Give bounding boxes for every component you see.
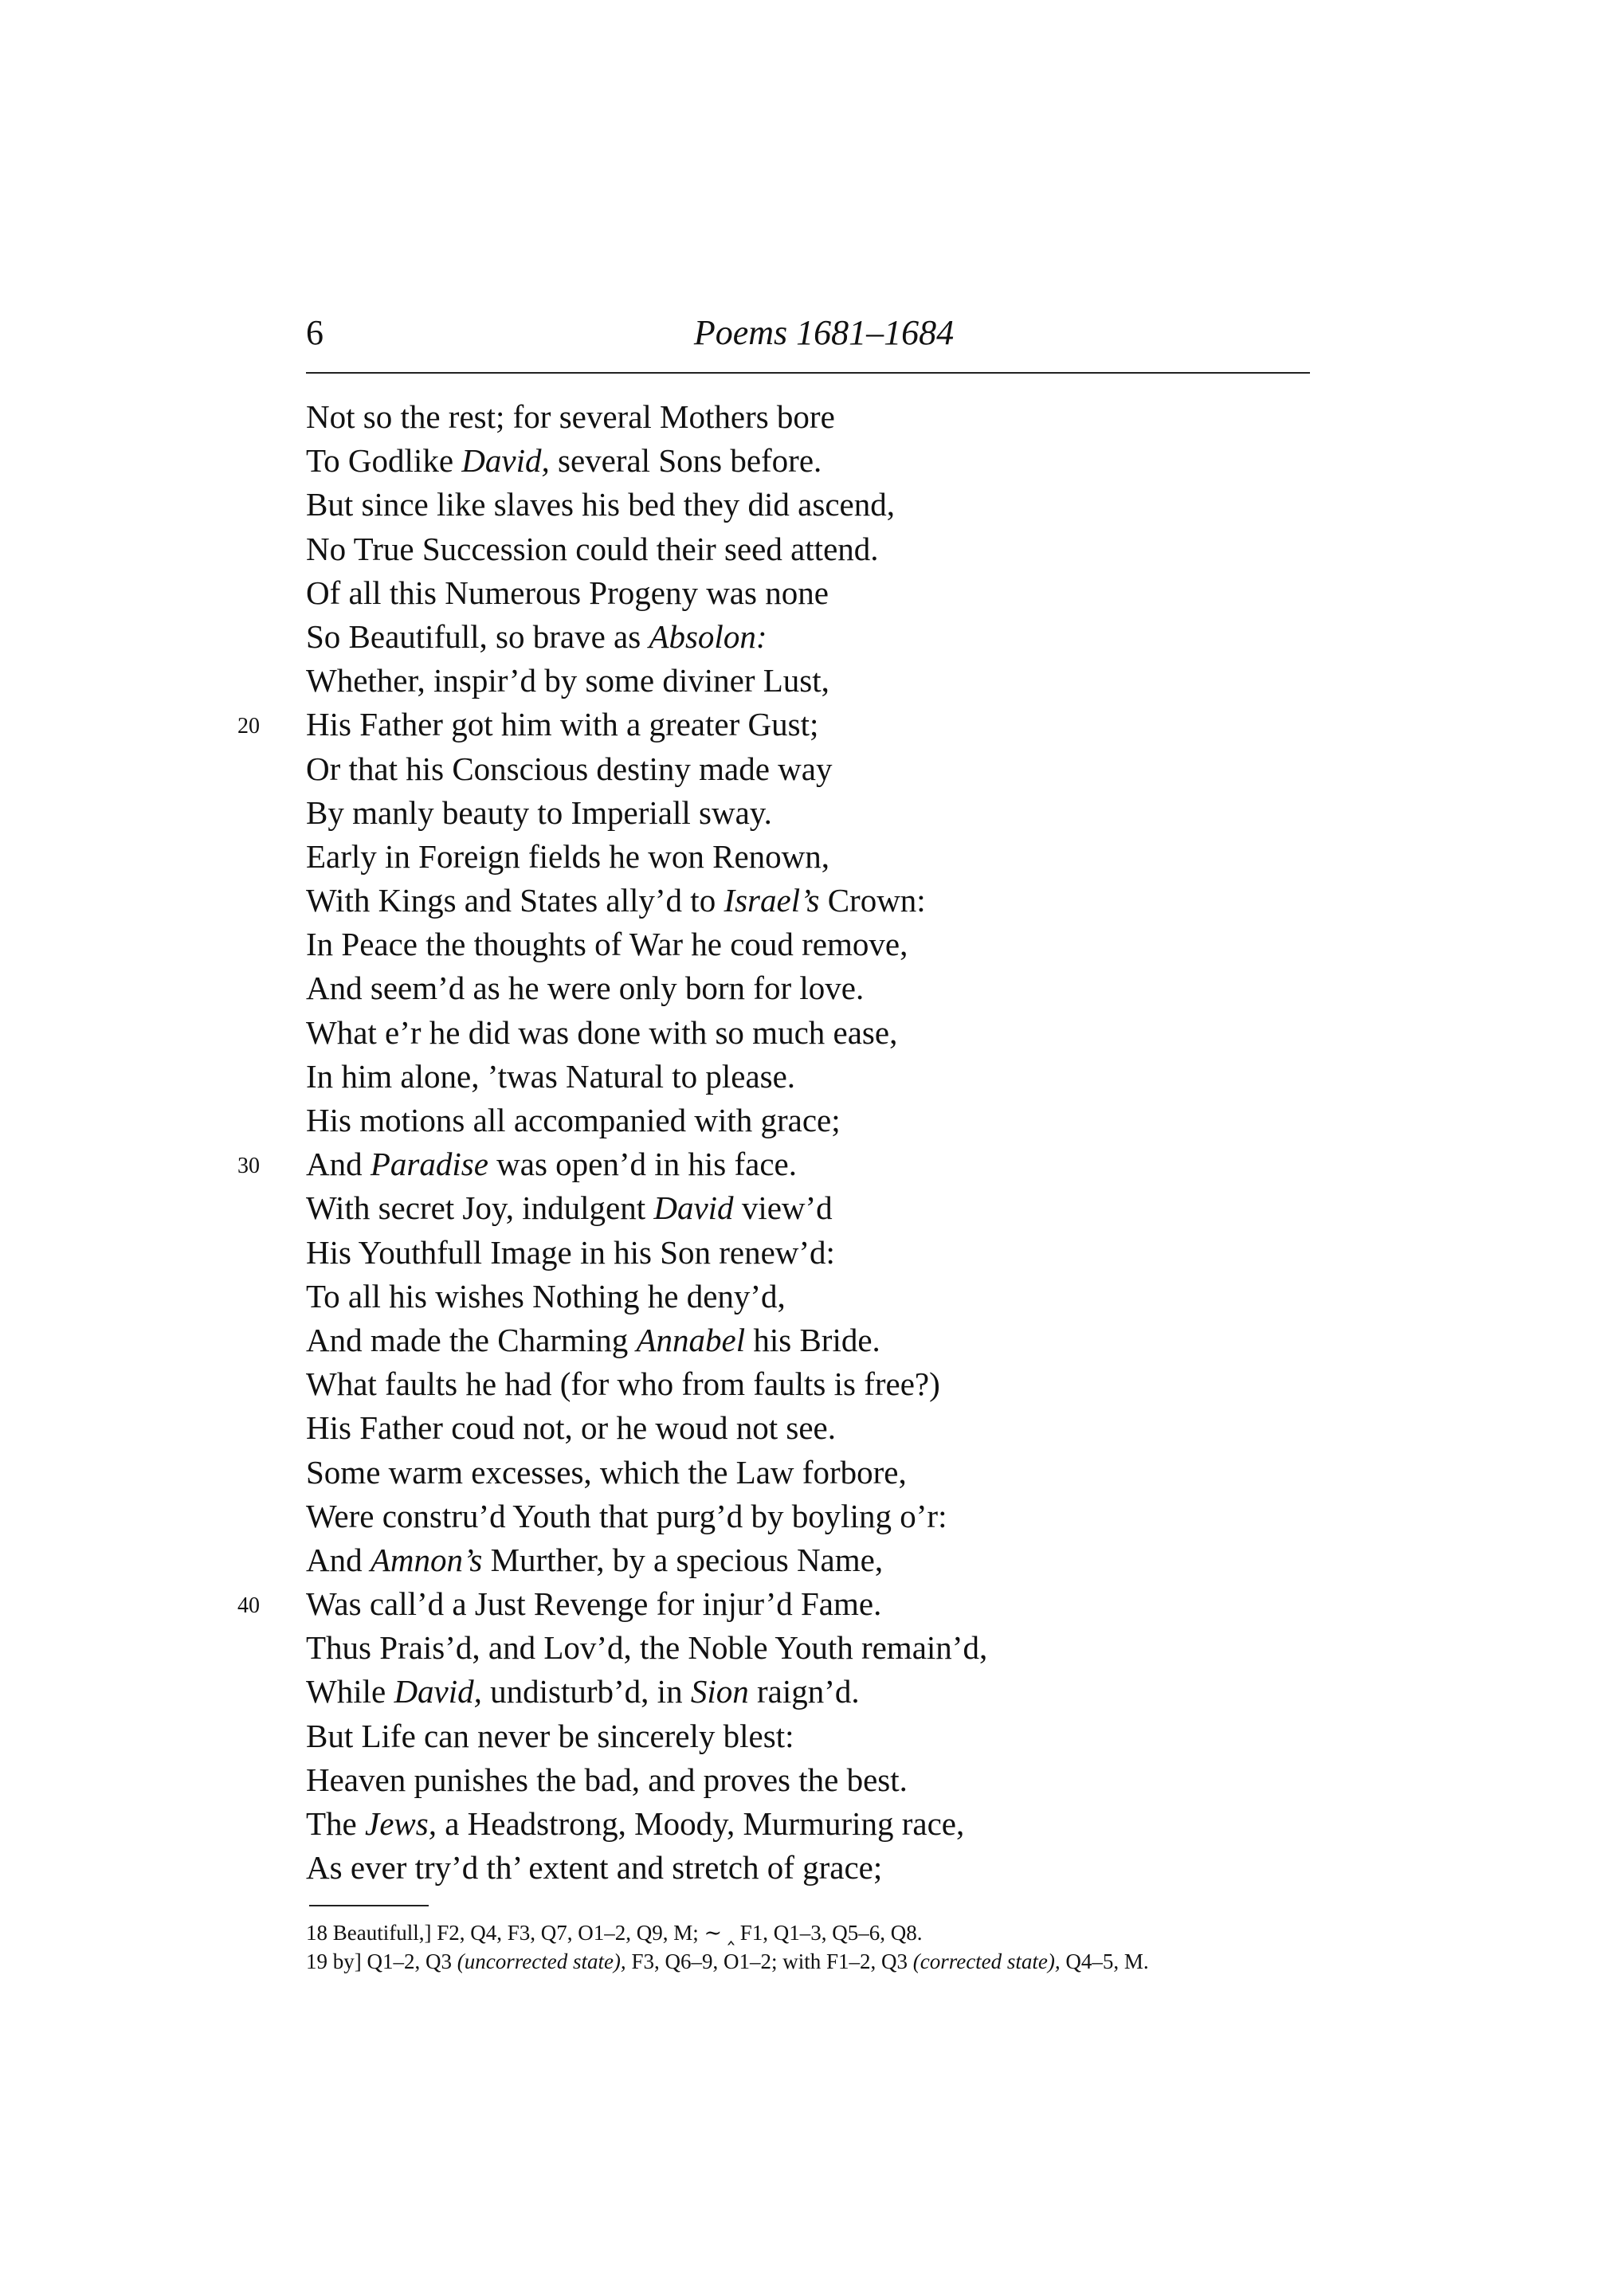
- text-segment: Whether, inspir’d by some diviner Lust,: [306, 662, 829, 699]
- poem-line: [306, 1758, 1342, 1802]
- italic-segment: Paradise: [370, 1146, 488, 1183]
- footnote: [306, 1918, 1318, 1947]
- text-segment: But Life can never be sincerely blest:: [306, 1717, 794, 1754]
- poem-line: [306, 1186, 1342, 1230]
- text-segment: His Father got him with a greater Gust;: [306, 706, 819, 743]
- line-text: [306, 794, 772, 831]
- poem-line: [306, 1099, 1342, 1142]
- poem-line: [306, 835, 1342, 879]
- running-head: Poems 1681–1684: [693, 313, 955, 352]
- footnote-rule: [309, 1905, 429, 1906]
- poem-line: [306, 1714, 1342, 1758]
- poem-line: [306, 527, 1342, 571]
- line-text: [306, 1585, 881, 1622]
- footnote-segment: F3, Q6–9, O1–2; with F1–2, Q3: [625, 1949, 913, 1973]
- line-text: [306, 662, 829, 699]
- poem-line: [306, 966, 1342, 1010]
- italic-segment: Sion: [690, 1673, 749, 1710]
- poem-line: [306, 1846, 1342, 1890]
- text-segment: His Youthfull Image in his Son renew’d:: [306, 1233, 835, 1271]
- line-text: [306, 1014, 897, 1051]
- poem-line: [306, 1011, 1342, 1055]
- line-text: [306, 750, 832, 787]
- poem-line: [306, 1406, 1342, 1450]
- line-text: [306, 442, 822, 479]
- text-segment: The: [306, 1805, 365, 1842]
- text-segment: But since like slaves his bed they did ascend,: [306, 486, 895, 523]
- poem-line: [306, 395, 1342, 439]
- line-text: [306, 1058, 795, 1095]
- text-segment: several Sons before.: [549, 442, 822, 480]
- text-segment: undisturb’d, in: [481, 1673, 691, 1710]
- line-text: [306, 706, 818, 742]
- line-text: [306, 1146, 797, 1182]
- line-number: 30: [237, 1154, 260, 1179]
- line-text: [306, 1849, 882, 1886]
- italic-segment: David,: [394, 1673, 482, 1710]
- text-segment: So Beautifull, so brave as: [306, 617, 649, 655]
- page-header: [306, 309, 1310, 357]
- poem-line: [237, 1142, 1342, 1186]
- text-segment: His motions all accompanied with grace;: [306, 1102, 841, 1138]
- footnote-segment: 18 Beautifull,] F2, Q4, F3, Q7, O1–2, Q9, M; ∼ ‸ F1, Q1–3, Q5–6, Q8.: [306, 1921, 923, 1945]
- line-text: [306, 1409, 836, 1446]
- text-segment: a Headstrong, Moody, Murmuring race,: [436, 1805, 965, 1842]
- footnote-italic-segment: (uncorrected state),: [457, 1949, 626, 1973]
- poem-line: [306, 1802, 1342, 1846]
- poem-line: [306, 659, 1342, 703]
- text-segment: Some warm excesses, which the Law forbore,: [306, 1453, 907, 1491]
- poem-line: [306, 483, 1342, 527]
- poem-line: [306, 1495, 1342, 1538]
- line-text: [306, 882, 926, 919]
- poem-text: [237, 395, 1342, 1890]
- text-segment: By manly beauty to Imperiall sway.: [306, 793, 772, 831]
- footnote: [306, 1947, 1318, 1976]
- poem-line: [306, 879, 1342, 923]
- line-text: [306, 1365, 940, 1402]
- line-text: [306, 1234, 835, 1271]
- poem-line: [306, 923, 1342, 966]
- header-rule: [306, 372, 1310, 374]
- text-segment: In him alone, ’twas Natural to please.: [306, 1057, 796, 1095]
- text-segment: To all his wishes Nothing he deny’d,: [306, 1277, 786, 1315]
- text-segment: With Kings and States ally’d to: [306, 882, 724, 919]
- text-segment: Thus Prais’d, and Lov’d, the Noble Youth remain’d,: [306, 1629, 988, 1667]
- poem-line: [306, 1670, 1342, 1714]
- poem-line: [306, 1451, 1342, 1495]
- line-text: [306, 838, 829, 875]
- text-segment: Or that his Conscious destiny made way: [306, 750, 833, 787]
- text-segment: his Bride.: [745, 1321, 880, 1358]
- footnote-segment: Q4–5, M.: [1060, 1949, 1149, 1973]
- line-text: [306, 1542, 883, 1578]
- line-text: [306, 1322, 880, 1358]
- line-number: 20: [237, 714, 260, 739]
- line-text: [306, 1718, 794, 1754]
- line-text: [306, 1278, 786, 1315]
- poem-line: [306, 791, 1342, 835]
- line-text: [306, 618, 767, 655]
- italic-segment: Israel’s: [724, 882, 820, 919]
- text-segment: Murther, by a specious Name,: [482, 1541, 884, 1578]
- line-text: [306, 926, 908, 962]
- poem-line: [306, 439, 1342, 483]
- poem-line: [306, 747, 1342, 791]
- text-segment: And: [306, 1146, 371, 1183]
- poem-line: [306, 1055, 1342, 1099]
- text-segment: What faults he had (for who from faults is free?): [306, 1365, 940, 1403]
- text-segment: Crown:: [819, 882, 926, 919]
- line-text: [306, 574, 829, 611]
- poem-line: [306, 571, 1342, 615]
- text-segment: raign’d.: [748, 1673, 860, 1710]
- text-segment: view’d: [733, 1189, 833, 1227]
- line-number: 40: [237, 1593, 260, 1619]
- poem-line: [237, 703, 1342, 746]
- italic-segment: Annabel: [636, 1321, 746, 1358]
- text-segment: Not so the rest; for several Mothers bore: [306, 398, 835, 435]
- italic-segment: Jews,: [365, 1805, 437, 1842]
- text-segment: Of all this Numerous Progeny was none: [306, 574, 829, 611]
- line-text: [306, 1629, 987, 1666]
- text-segment: In Peace the thoughts of War he coud remove,: [306, 926, 908, 963]
- text-segment: Early in Foreign fields he won Renown,: [306, 837, 830, 875]
- page-number: 6: [306, 313, 324, 352]
- poem-line: [237, 1582, 1342, 1626]
- text-segment: As ever try’d th’ extent and stretch of grace;: [306, 1849, 883, 1887]
- footnotes: [306, 1918, 1318, 1976]
- line-text: [306, 1454, 907, 1491]
- text-segment: was open’d in his face.: [488, 1146, 798, 1183]
- line-text: [306, 1805, 964, 1842]
- line-text: [306, 531, 879, 567]
- line-text: [306, 398, 835, 435]
- text-segment: To Godlike: [306, 442, 462, 480]
- text-segment: What e’r he did was done with so much ease,: [306, 1013, 898, 1051]
- line-text: [306, 1498, 947, 1534]
- poem-line: [306, 1318, 1342, 1362]
- line-text: [306, 1189, 833, 1226]
- italic-segment: David: [653, 1189, 734, 1227]
- poem-line: [306, 1362, 1342, 1406]
- text-segment: His Father coud not, or he woud not see.: [306, 1409, 836, 1447]
- footnote-segment: 19 by] Q1–2, Q3: [306, 1949, 457, 1973]
- text-segment: And seem’d as he were only born for love.: [306, 970, 865, 1007]
- poem-line: [306, 615, 1342, 659]
- poem-line: [306, 1538, 1342, 1582]
- footnote-italic-segment: (corrected state),: [912, 1949, 1061, 1973]
- text-segment: Were constru’d Youth that purg’d by boyling o’r:: [306, 1497, 947, 1534]
- italic-segment: Amnon’s: [370, 1541, 483, 1578]
- italic-segment: David,: [461, 442, 550, 480]
- line-text: [306, 970, 864, 1006]
- poem-line: [306, 1275, 1342, 1318]
- text-segment: No True Succession could their seed attend.: [306, 530, 879, 567]
- poem-line: [306, 1231, 1342, 1275]
- text-segment: With secret Joy, indulgent: [306, 1189, 654, 1227]
- line-text: [306, 1761, 908, 1798]
- text-segment: And: [306, 1541, 371, 1578]
- text-segment: Heaven punishes the bad, and proves the best.: [306, 1761, 908, 1798]
- line-text: [306, 486, 895, 523]
- line-text: [306, 1673, 860, 1710]
- poem-line: [306, 1626, 1342, 1670]
- italic-segment: Absolon:: [649, 617, 767, 655]
- line-text: [306, 1102, 841, 1138]
- text-segment: Was call’d a Just Revenge for injur’d Fame.: [306, 1585, 882, 1623]
- text-segment: And made the Charming: [306, 1321, 637, 1358]
- text-segment: While: [306, 1673, 394, 1710]
